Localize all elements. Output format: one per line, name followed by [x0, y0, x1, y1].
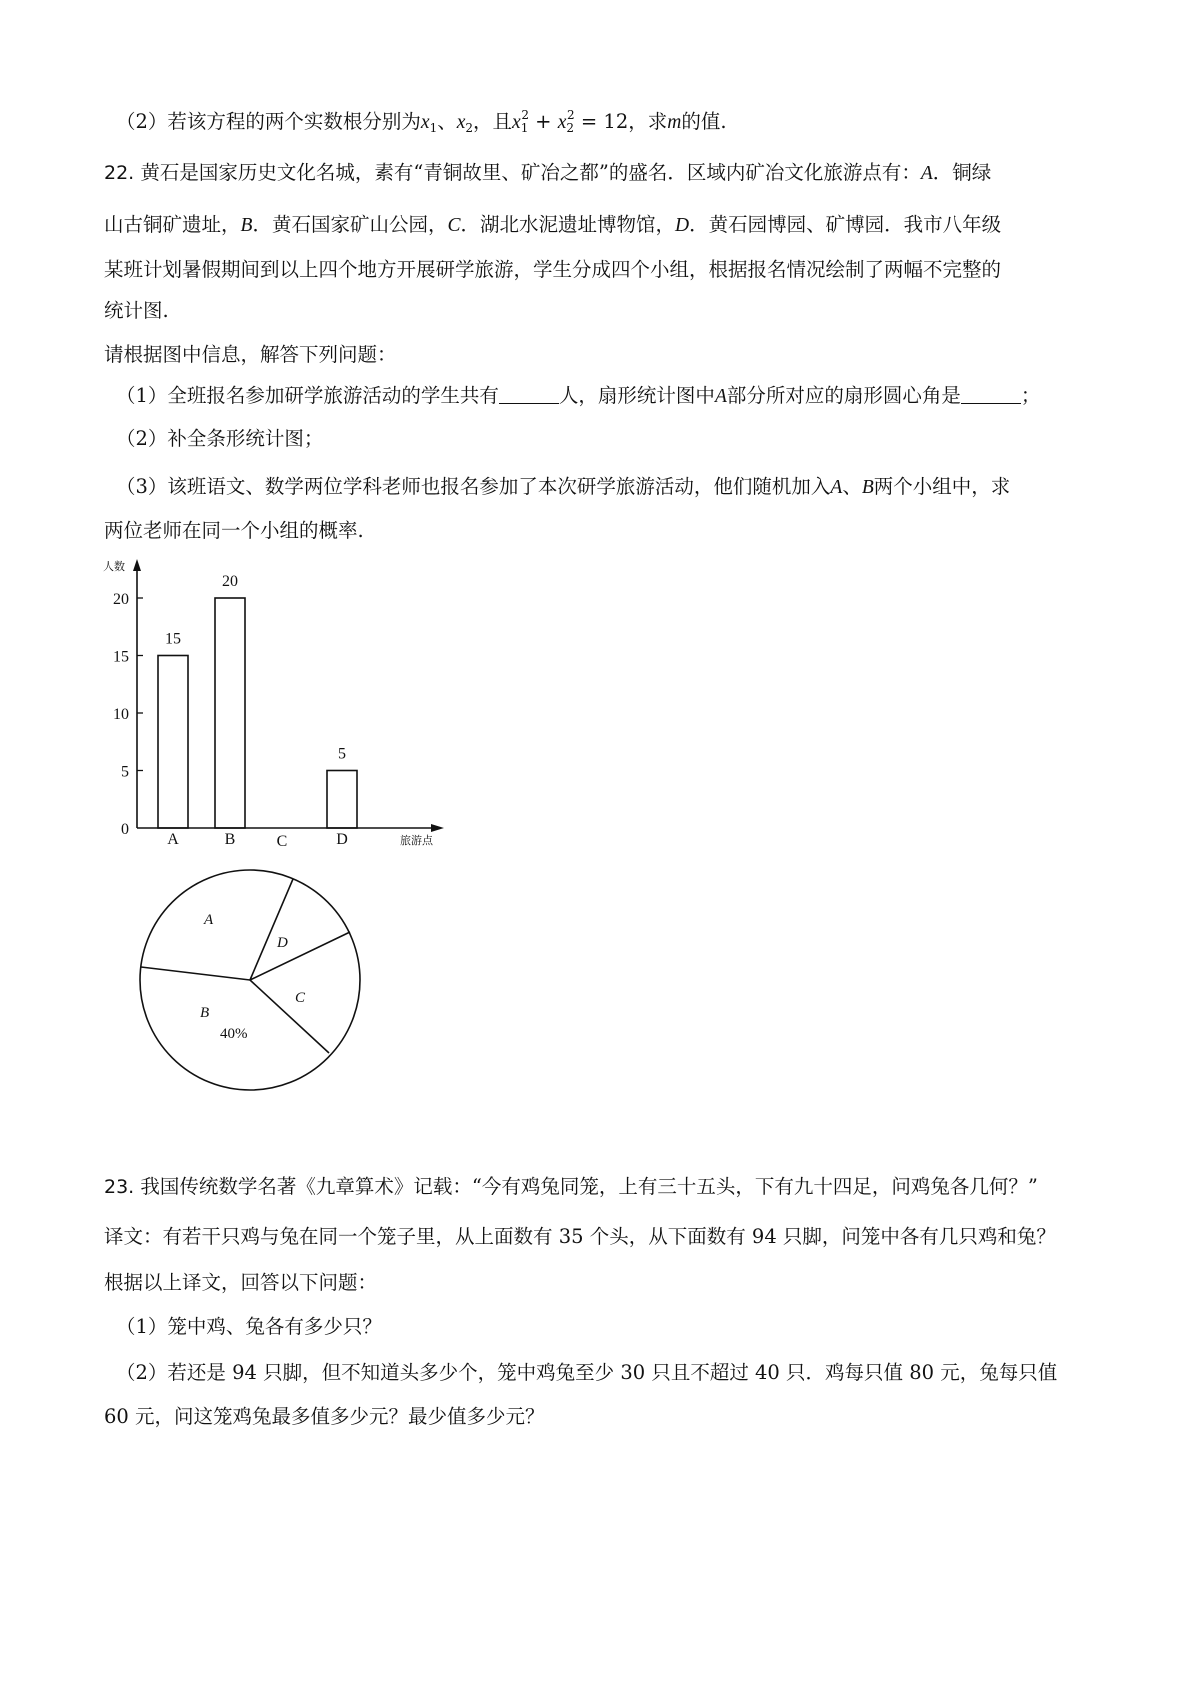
- pie-divider-c-b: [250, 980, 329, 1053]
- y-axis-arrow: [133, 559, 141, 571]
- q23-part2: （2）若还是 94 只脚，但不知道头多少个，笼中鸡兔至少 30 只且不超过 40 只．鸡每只值 80 元，兔每只值: [116, 1361, 1058, 1384]
- bar-d: [327, 771, 357, 829]
- y-tick-label: 0: [121, 821, 129, 838]
- y-tick-label: 5: [121, 763, 129, 781]
- x-tick-label-c: C: [276, 833, 288, 850]
- pie-divider-a-d: [250, 879, 293, 980]
- q23-line2: 译文：有若干只鸡与兔在同一个笼子里，从上面数有 35 个头，从下面数有 94 只脚，问笼中各有几只鸡和兔？: [104, 1225, 1056, 1248]
- x-tick-label-a: A: [167, 831, 179, 848]
- q22-line4: 统计图.: [104, 299, 169, 322]
- bar-value-label-d: 5: [338, 745, 346, 763]
- x-axis-label: 旅游点: [400, 834, 433, 847]
- pie-divider-a-b: [141, 967, 250, 980]
- q22-part1: （1）全班报名参加研学旅游活动的学生共有 人，扇形统计图中A部分所对应的扇形圆心角是 ；: [116, 384, 1041, 407]
- q22-part2: （2）补全条形统计图；: [116, 427, 324, 450]
- pie-label-c: C: [295, 990, 306, 1006]
- y-axis-label: 人数: [103, 560, 125, 573]
- q21-part2: （2）若该方程的两个实数根分别为$x_1$、$x_2$，且$x_1^2 + x_2^2 = 12$，求m的值.: [116, 108, 727, 135]
- pie-chart: [130, 865, 370, 1095]
- q22-line1: 22. 黄石是国家历史文化名城，素有“青铜故里、矿冶之都”的盛名．区域内矿冶文化旅游点有：A．铜绿: [104, 161, 992, 184]
- pie-divider-d-c: [250, 932, 350, 980]
- y-tick-label: 20: [113, 591, 129, 608]
- bar-value-label-b: 20: [222, 573, 238, 590]
- pie-percent-b: 40%: [220, 1026, 248, 1042]
- bar-a: [158, 656, 188, 829]
- x-tick-label-d: D: [336, 831, 348, 848]
- bars: [158, 573, 357, 850]
- y-tick-label: 15: [113, 648, 129, 666]
- q23-line3: 根据以上译文，回答以下问题：: [104, 1271, 378, 1294]
- q22-line3: 某班计划暑假期间到以上四个地方开展研学旅游，学生分成四个小组，根据报名情况绘制了两幅不完整的: [104, 258, 1002, 281]
- pie-label-b: B: [200, 1005, 210, 1021]
- y-tick-label: 10: [113, 706, 129, 723]
- q22-prompt: 请根据图中信息，解答下列问题：: [104, 343, 397, 366]
- q22-part3: （3）该班语文、数学两位学科老师也报名参加了本次研学旅游活动，他们随机加入A、B两个小组中，求: [116, 475, 1011, 498]
- pie-label-a: A: [204, 912, 214, 928]
- y-ticks: [113, 591, 143, 838]
- q23-line1: 23. 我国传统数学名著《九章算术》记载：“今有鸡兔同笼，上有三十五头，下有九十四足，问鸡兔各几何？”: [104, 1175, 1038, 1198]
- x-tick-label-b: B: [224, 831, 236, 848]
- bar-chart: [100, 555, 500, 855]
- q22-line2: 山古铜矿遗址，B．黄石国家矿山公园，C．湖北水泥遗址博物馆，D．黄石园博园、矿博园．我市八年级: [104, 213, 1002, 236]
- answer-blank-total[interactable]: [499, 385, 559, 404]
- bar-b: [215, 598, 245, 828]
- q23-part1: （1）笼中鸡、兔各有多少只？: [116, 1315, 382, 1338]
- x-axis-arrow: [431, 824, 444, 832]
- bar-value-label-a: 15: [165, 630, 181, 648]
- answer-blank-angle[interactable]: [961, 385, 1021, 404]
- q22-part3-line2: 两位老师在同一个小组的概率.: [104, 519, 364, 542]
- q23-part2-line2: 60 元，问这笼鸡兔最多值多少元？最少值多少元？: [104, 1405, 545, 1428]
- pie-label-d: D: [277, 935, 288, 951]
